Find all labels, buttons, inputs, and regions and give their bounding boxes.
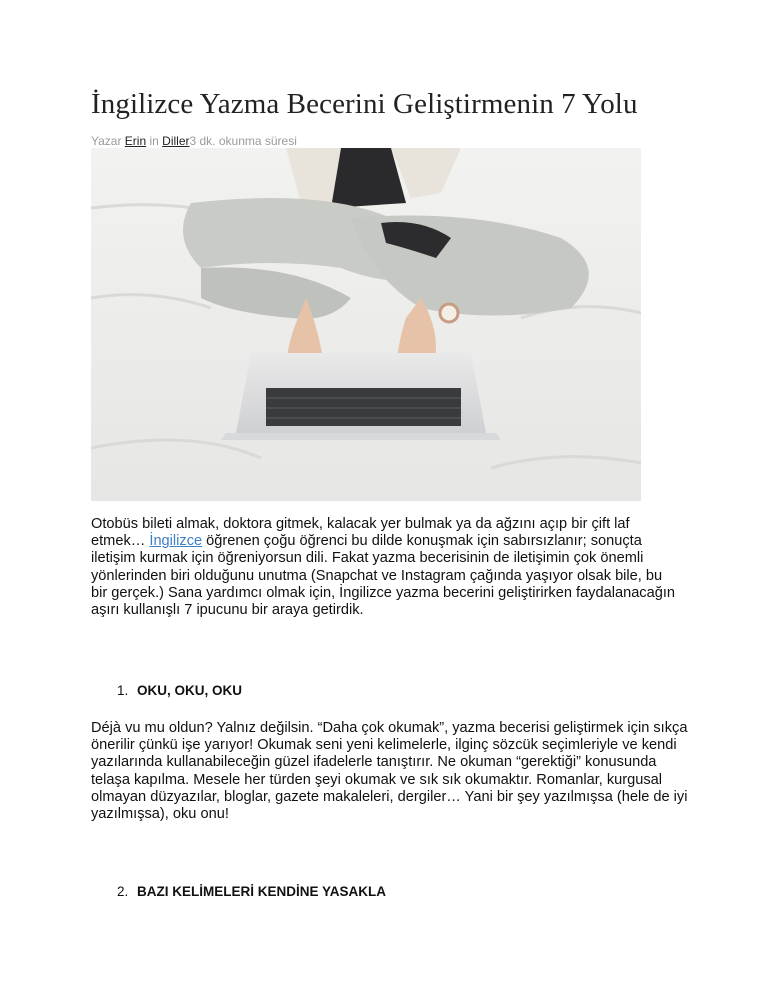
hero-photo-illustration <box>91 148 641 501</box>
byline <box>91 134 297 148</box>
english-link[interactable]: İngilizce <box>149 533 203 550</box>
category-link[interactable]: Diller <box>162 134 190 148</box>
section-title: OKU, OKU, OKU <box>137 683 243 698</box>
hero-photo <box>91 148 641 501</box>
intro-text-1: Otobüs bileti almak, doktora gitmek, kalacak yer bulmak ya da ağzını açıp bir çift laf etmek… <box>91 516 630 550</box>
author-link[interactable]: Erin <box>124 134 147 148</box>
section-number: 1. <box>117 683 129 698</box>
section-title: BAZI KELİMELERİ KENDİNE YASAKLA <box>137 884 387 899</box>
byline-prefix: Yazar <box>91 134 125 148</box>
read-time: 3 dk. okunma süresi <box>189 134 297 148</box>
intro-text-2: öğrenen çoğu öğrenci bu dilde konuşmak için sabırsızlanır; sonuçta iletişim kurmak için öğreniyorsun dili. Fakat yazma becerisinin de iletişimin çok önemli yönlerinden biri olduğunu unutma (Snapchat ve Instagram çağında yaşıyor olsak bile, bu bir gerçek.) Sana yardımcı olmak için, İngilizce yazma becerini geliştirirken faydalanacağın aşırı kullanışlı 7 ipucunu bir araya getirdik. <box>91 533 676 619</box>
section-heading <box>117 683 242 698</box>
intro-paragraph <box>91 516 681 619</box>
article-title: İngilizce Yazma Becerini Geliştirmenin 7 Yolu <box>91 88 638 120</box>
section-heading <box>117 884 386 899</box>
byline-middle: in <box>146 134 163 148</box>
section-number: 2. <box>117 884 129 899</box>
section-body: Déjà vu mu oldun? Yalnız değilsin. “Daha çok okumak”, yazma becerisi geliştirmek için sıkça önerilir çünkü işe yarıyor! Okumak seni yeni kelimelerle, ilginç sözcük seçimleriyle ve kendi yazılarında kullanabileceğin güzel ifadelerle tanıştırır. Ne okuman “gerektiği” konusunda telaşa kapılma. Mesele her türden şeyi okumak ve sık sık okumaktır. Romanlar, kurgusal olmayan düzyazılar, bloglar, gazete makaleleri, dergiler… Yani bir şey yazılmışsa (hele de iyi yazılmışsa), oku onu! <box>91 720 688 823</box>
